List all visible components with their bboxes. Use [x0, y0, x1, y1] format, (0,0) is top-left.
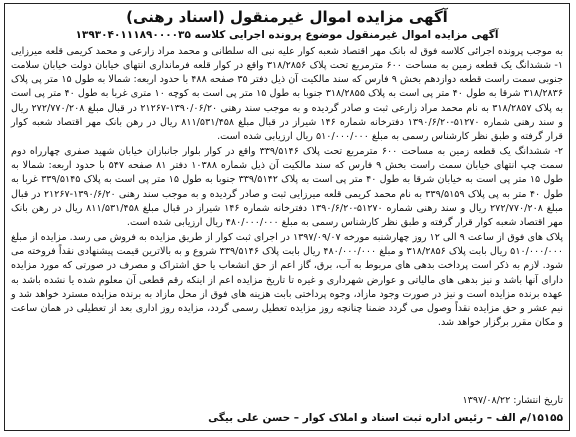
paragraph-auction-terms: پلاک های فوق از ساعت ۹ الی ۱۲ روز چهارشنبه مورخه ۱۳۹۷/۰۹/۰۷ در اجرای ثبت کوار از طریق مزایده به فروش می رسد. مزایده از مبلغ ۵۱۰/۰۰۰/۰۰۰ ریال بابت پلاک ۳۱۸/۲۸۵۶ و مبلغ ۴۸۰/۰۰۰/۰۰۰ ریال بابت پلاک ۳۳۹/۵۱۴۶ شروع و به بالاترین قیمت پیشنهادی نقداً فروخته می شود. لازم به ذکر است پرداخت بدهی های مربوط به آب، برق، گاز اعم از حق انشعاب یا حق اشتراک و مصرف در صورتی که مورد مزایده دارای آنها باشد و نیز بدهی های مالیاتی و عوارض شهرداری و غیره تا تاریخ مزایده اعم از اینکه رقم قطعی آن معلوم شده یا نشده باشد به عهده برنده مزایده است و نیز در صورت وجود مازاد، وجوه پرداختی بابت هزینه های فوق از محل مازاد به برنده مزایده مسترد خواهد شد و نیم عشر و حق مزایده نقداً وصول می گردد ضمنا چنانچه روز مزایده تعطیل رسمی گردد، مزایده روز اداری بعد از تعطیلی در همان ساعت و مکان مقرر برگزار خواهد شد. — [11, 232, 564, 328]
paragraph-property-2: ۲- ششدانگ یک قطعه زمین به مساحت ۶۰۰ مترمربع تحت پلاک ۳۳۹/۵۱۴۶ واقع در کوار بلوار جانبازان خیابان شهید صفری چهارراه دوم سمت چپ انتهای خیابان سمت راست بخش ۹ فارس که سند مالکیت آن ذیل شماره ۱۰۳۸۸ دفتر ۸۱ صفحه ۵۴۷ با حدود اربعه: شمالا به طول ۱۵ متر پی است به خیابان شرقا به طول ۴۰ متر پی است به پلاک ۳۳۹/۵۱۴۲ جنوبا به طول ۱۵ متر پی است به پلاک ۳۳۹/۵۱۴۵ غربا به طول ۴۰ متر به پی پلاک ۳۳۹/۵۱۵۹ به نام محمد کریمی قلعه میرزایی ثبت و صادر گردیده و به موجب سند رهنی ۱۳۹۰/۶/۲۰-۲۱۲۶۷ در قبال مبلغ ۲۷۲/۷۷۰/۲۰۸ ریال و سند رهنی شماره ۵۱۲۷۰-۱۳۹۰/۶/۲۰ دفترخانه شماره ۱۴۶ شیراز در قبال مبلغ ۸۱۱/۵۳۱/۴۵۸ ریال در رهن بانک مهر اقتصاد شعبه کوار قرار گرفته و طبق نظر کارشناس رسمی به مبلغ ۴۸۰/۰۰۰/۰۰۰ ریال ارزیابی شده است. — [11, 146, 563, 228]
publish-date: تاریخ انتشار: ۱۳۹۷/۰۸/۲۲ — [462, 395, 563, 406]
paragraph-property-1: به موجب پرونده اجرائی کلاسه فوق له بانک مهر اقتصاد شعبه کوار علیه نبی اله سلطانی و محمد مراد زارعی و محمد کریمی قلعه میرزایی ۱- ششدانگ یک قطعه زمین به مساحت ۶۰۰ مترمربع تحت پلاک ۳۱۸/۲۸۵۶ واقع در کوار قلعه فرمانداری انتهای خیابان دولت خیابان سلامت جنوبی سمت راست قطعه دوازدهم بخش ۹ فارس که سند مالکیت آن ذیل دفتر ۳۵ صفحه ۴۸۸ با حدود اربعه: شمالا به طول ۱۵ متر پی پلاک ۳۱۸/۲۸۳۶ شرقا به طول ۴۰ متر پی است به پلاک ۳۱۸/۲۸۵۵ جنوبا به طول ۱۵ متر پی است به کوچه ۱۰ متری غربا به طول ۴۰ متر پی است به پلاک ۳۱۸/۲۸۵۷ به نام محمد مراد زارعی ثبت و صادر گردیده و به موجب سند رهنی ۱۳۹۰/۰۶/۲۰-۲۱۲۶۷ در قبال مبلغ ۲۷۲/۷۷۰/۲۰۸ ریال و سند رهنی شماره ۵۱۲۷۰-۱۳۹۰/۶/۲۰ دفترخانه شماره ۱۴۶ شیراز در قبال مبلغ ۸۱۱/۵۳۱/۴۵۸ ریال در رهن بانک مهر اقتصاد شعبه کوار قرار گرفته و طبق نظر کارشناس رسمی به مبلغ ۵۱۰/۰۰۰/۰۰۰ ریال ارزیابی شده است. — [11, 46, 564, 142]
file-number-line: آگهی مزایده اموال غیرمنقول موضوع پرونده اجرایی کلاسه ۱۳۹۳۰۴۰۱۱۱۸۹۰۰۰۰۳۵ — [75, 29, 499, 41]
auction-notice — [4, 3, 570, 431]
notice-body — [11, 45, 563, 330]
notice-title: آگهی مزایده اموال غیرمنقول (اسناد رهنی) — [126, 8, 448, 26]
notice-signature: ۱۵۱۵۵/م الف – رئیس اداره ثبت اسناد و املاک کوار – حسن علی بیگی — [208, 412, 563, 424]
